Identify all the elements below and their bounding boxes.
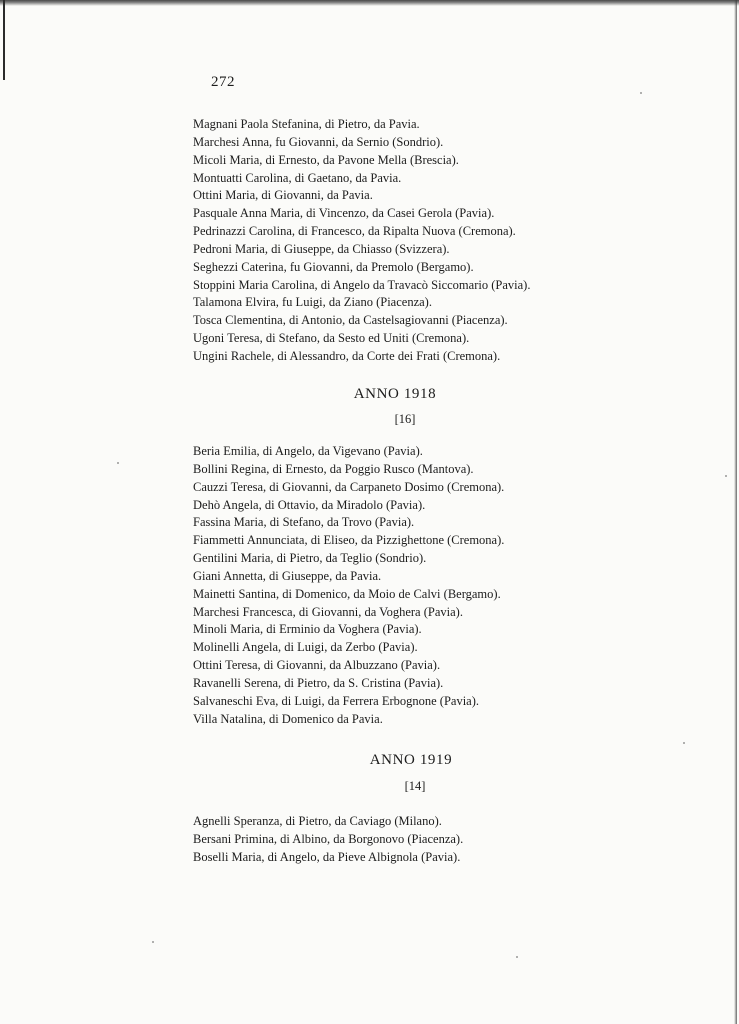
- list-item: Ottini Maria, di Giovanni, da Pavia.: [193, 188, 373, 203]
- page-number: 272: [211, 74, 235, 90]
- scan-speck: [152, 941, 154, 943]
- list-item: Ottini Teresa, di Giovanni, da Albuzzano (Pavia).: [193, 658, 441, 673]
- scan-top-edge: [0, 0, 739, 6]
- list-item: Marchesi Francesca, di Giovanni, da Voghera (Pavia).: [193, 604, 463, 619]
- scan-speck: [516, 956, 518, 958]
- list-item: Pedroni Maria, di Giuseppe, da Chiasso (Svizzera).: [193, 241, 450, 256]
- list-item: Pasquale Anna Maria, di Vincenzo, da Casei Gerola (Pavia).: [193, 206, 495, 221]
- list-item: Montuatti Carolina, di Gaetano, da Pavia.: [193, 170, 402, 185]
- list-item: Cauzzi Teresa, di Giovanni, da Carpaneto Dosimo (Cremona).: [193, 479, 505, 494]
- list-item: Ugoni Teresa, di Stefano, da Sesto ed Uniti (Cremona).: [193, 331, 470, 346]
- list-item: Pedrinazzi Carolina, di Francesco, da Ripalta Nuova (Cremona).: [193, 224, 516, 239]
- entry-list-continued: [193, 116, 530, 366]
- list-item: Stoppini Maria Carolina, di Angelo da Travacò Siccomario (Pavia).: [193, 277, 531, 292]
- section-heading-1918: ANNO 1918: [353, 386, 437, 402]
- list-item: Mainetti Santina, di Domenico, da Moio de Calvi (Bergamo).: [193, 586, 501, 601]
- list-item: Giani Annetta, di Giuseppe, da Pavia.: [193, 568, 382, 583]
- list-item: Fassina Maria, di Stefano, da Trovo (Pavia).: [193, 515, 415, 530]
- scan-right-edge: [734, 0, 737, 1024]
- list-item: Bersani Primina, di Albino, da Borgonovo (Piacenza).: [193, 831, 464, 846]
- entry-list-1919: [193, 813, 463, 867]
- list-item: Bollini Regina, di Ernesto, da Poggio Rusco (Mantova).: [193, 461, 474, 476]
- list-item: Fiammetti Annunciata, di Eliseo, da Pizzighettone (Cremona).: [193, 533, 505, 548]
- scan-speck: [683, 742, 685, 744]
- scan-speck: [725, 475, 727, 477]
- list-item: Villa Natalina, di Domenico da Pavia.: [193, 711, 383, 726]
- list-item: Dehò Angela, di Ottavio, da Miradolo (Pavia).: [193, 497, 426, 512]
- list-item: Micoli Maria, di Ernesto, da Pavone Mella (Brescia).: [193, 152, 459, 167]
- section-count-1919: [14]: [404, 779, 426, 793]
- list-item: Talamona Elvira, fu Luigi, da Ziano (Piacenza).: [193, 295, 432, 310]
- list-item: Beria Emilia, di Angelo, da Vigevano (Pavia).: [193, 444, 423, 458]
- list-item: Gentilini Maria, di Pietro, da Teglio (Sondrio).: [193, 551, 427, 566]
- list-item: Boselli Maria, di Angelo, da Pieve Albignola (Pavia).: [193, 849, 461, 864]
- list-item: Minoli Maria, di Erminio da Voghera (Pavia).: [193, 622, 422, 637]
- list-item: Magnani Paola Stefanina, di Pietro, da Pavia.: [193, 117, 420, 131]
- scan-left-edge: [3, 0, 5, 80]
- list-item: Molinelli Angela, di Luigi, da Zerbo (Pavia).: [193, 640, 418, 655]
- list-item: Salvaneschi Eva, di Luigi, da Ferrera Erbognone (Pavia).: [193, 693, 480, 708]
- list-item: Marchesi Anna, fu Giovanni, da Sernio (Sondrio).: [193, 134, 444, 149]
- scan-speck: [640, 92, 642, 94]
- section-heading-1919: ANNO 1919: [369, 752, 453, 768]
- list-item: Ungini Rachele, di Alessandro, da Corte dei Frati (Cremona).: [193, 348, 501, 363]
- section-count-1918: [16]: [394, 412, 416, 426]
- list-item: Agnelli Speranza, di Pietro, da Caviago (Milano).: [193, 814, 442, 828]
- list-item: Seghezzi Caterina, fu Giovanni, da Premolo (Bergamo).: [193, 259, 474, 274]
- list-item: Ravanelli Serena, di Pietro, da S. Cristina (Pavia).: [193, 675, 444, 690]
- entry-list-1918: [193, 443, 504, 729]
- list-item: Tosca Clementina, di Antonio, da Castelsagiovanni (Piacenza).: [193, 313, 508, 328]
- scan-speck: [117, 462, 119, 464]
